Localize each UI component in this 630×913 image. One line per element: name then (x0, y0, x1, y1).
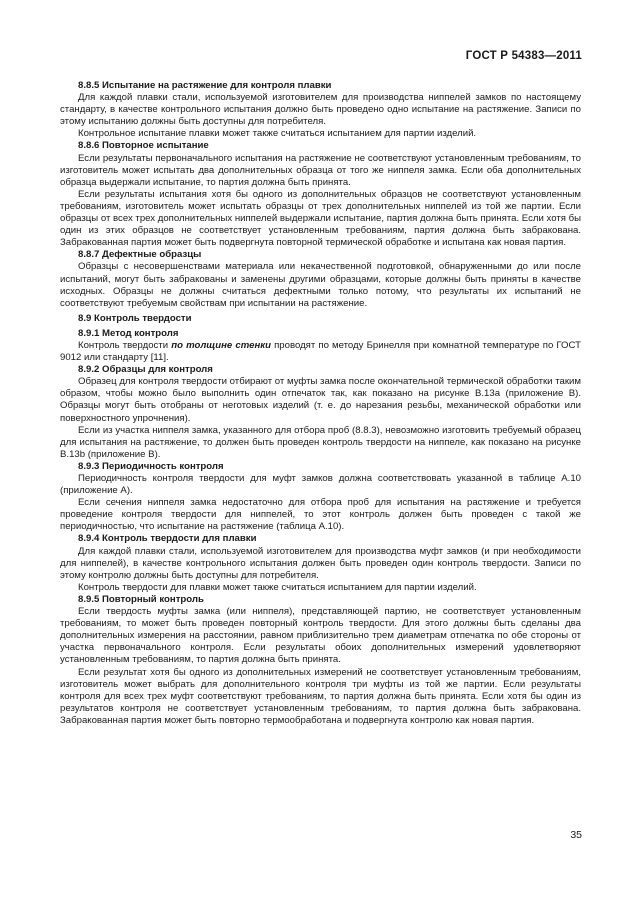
paragraph: Контрольное испытание плавки может также считаться испытанием для партии изделий. (78, 128, 477, 140)
section-heading: 8.9.5 Повторный контроль (78, 593, 204, 605)
document-body (60, 80, 581, 727)
paragraph: Если результаты первоначального испытания на растяжение не соответствуют установленным требованиям, то изготовитель может испытать два дополнительных образца от того же ниппеля замка. Если оба дополнительных образца выдержали испытание, то партия должна быть принята. (60, 152, 581, 188)
paragraph-text: Контроль твердости (78, 339, 172, 351)
paragraph: Образцы с несовершенствами материала или некачественной подготовкой, обнаруженными до или после испытаний, могут быть забракованы и заменены другими образцами, которые должны быть приняты в качестве исходных. Образцы не должны считаться дефектными только потому, что результаты их испытаний не соответствуют требуемым свойствам при испытании на растяжение. (60, 261, 581, 309)
paragraph: Если сечения ниппеля замка недостаточно для отбора проб для испытания на растяжение и требуется проведение контроля твердости для ниппелей, то этот контроль должен быть проведен с такой же периодичностью, что испытание на растяжение (таблица А.10). (60, 497, 581, 533)
section-heading: 8.8.5 Испытание на растяжение для контроля плавки (78, 80, 332, 91)
paragraph: Образец для контроля твердости отбирают от муфты замка после окончательной термической обработки таким образом, чтобы можно было выполнить один отпечаток так, как показано на рисунке В.13а (приложение В). Образцы могут быть отобраны от неготовых изделий (т. е. до нарезания резьбы, механической обработки или поверхностного упрочнения). (60, 376, 581, 424)
paragraph (60, 340, 581, 364)
section-heading: 8.8.7 Дефектные образцы (78, 249, 202, 261)
emphasis-text: по толщине стенки (171, 339, 271, 351)
section-heading: 8.9.2 Образцы для контроля (78, 364, 213, 376)
document-header: ГОСТ Р 54383—2011 (465, 50, 582, 62)
page-number: 35 (570, 829, 582, 841)
paragraph: Если из участка ниппеля замка, указанного для отбора проб (8.8.3), невозможно изготовить требуемый образец для испытания на растяжение, то должен быть проведен контроль твердости на ниппеле, как показано на рисунке В.13b (приложение В). (60, 424, 581, 460)
paragraph: Если результат хотя бы одного из дополнительных измерений не соответствует установленным требованиям, изготовитель может выбрать для дополнительного контроля три муфты из той же партии. Если результаты контроля для всех трех муфт соответствуют требованиям, то партия должна быть принята. Если хотя бы один из результатов контроля не соответствует установленным требованиям, то партия должна быть забракована. Забракованная партия может быть повторно термообработана и подвергнута контролю как новая партия. (60, 666, 581, 726)
paragraph: Периодичность контроля твердости для муфт замков должна соответствовать указанной в таблице А.10 (приложение А). (60, 473, 581, 497)
paragraph: Для каждой плавки стали, используемой изготовителем для производства ниппелей замков по настоящему стандарту, в качестве контрольного испытания должно быть проведено одно испытание на растяжение. Записи по этому испытанию должны быть доступны для потребителя. (60, 92, 581, 128)
section-heading: 8.8.6 Повторное испытание (78, 140, 209, 152)
section-heading: 8.9 Контроль твердости (78, 312, 192, 324)
section-heading: 8.9.3 Периодичность контроля (78, 460, 224, 472)
section-heading: 8.9.1 Метод контроля (78, 327, 179, 339)
section-heading: 8.9.4 Контроль твердости для плавки (78, 533, 257, 545)
paragraph: Контроль твердости для плавки может также считаться испытанием для партии изделий. (78, 581, 477, 593)
paragraph-text: проводят по методу Бринелля при комнатной температуре по ГОСТ 9012 или стандарту [11]. (60, 339, 581, 364)
paragraph: Если твердость муфты замка (или ниппеля), представляющей партию, не соответствует установленным требованиям, то может быть проведен повторный контроль твердости. Для этого должны быть сделаны два дополнительных измерения на расстоянии, равном приблизительно трем диаметрам отпечатка по обе стороны от участка первоначального контроля. Если результаты обоих дополнительных измерений удовлетворяют установленным требованиям, то партия должна быть принята. (60, 606, 581, 666)
paragraph: Для каждой плавки стали, используемой изготовителем для производства муфт замков (и при необходимости для ниппелей), в качестве контрольного испытания должен быть проведен один контроль твердости. Записи по этому контролю должны быть доступны для потребителя. (60, 545, 581, 581)
paragraph: Если результаты испытания хотя бы одного из дополнительных образцов не соответствуют установленным требованиям, изготовитель может испытать образцы от трех дополнительных ниппелей из той же партии. Если образцы от всех трех дополнительных ниппелей выдержали испытание, партия должна быть принята. Если хотя бы один из этих образцов не соответствует установленным требованиям, партия должна быть забракована. Забракованная партия может быть подвергнута повторной термической обработке и испытана как новая партия. (60, 188, 581, 249)
